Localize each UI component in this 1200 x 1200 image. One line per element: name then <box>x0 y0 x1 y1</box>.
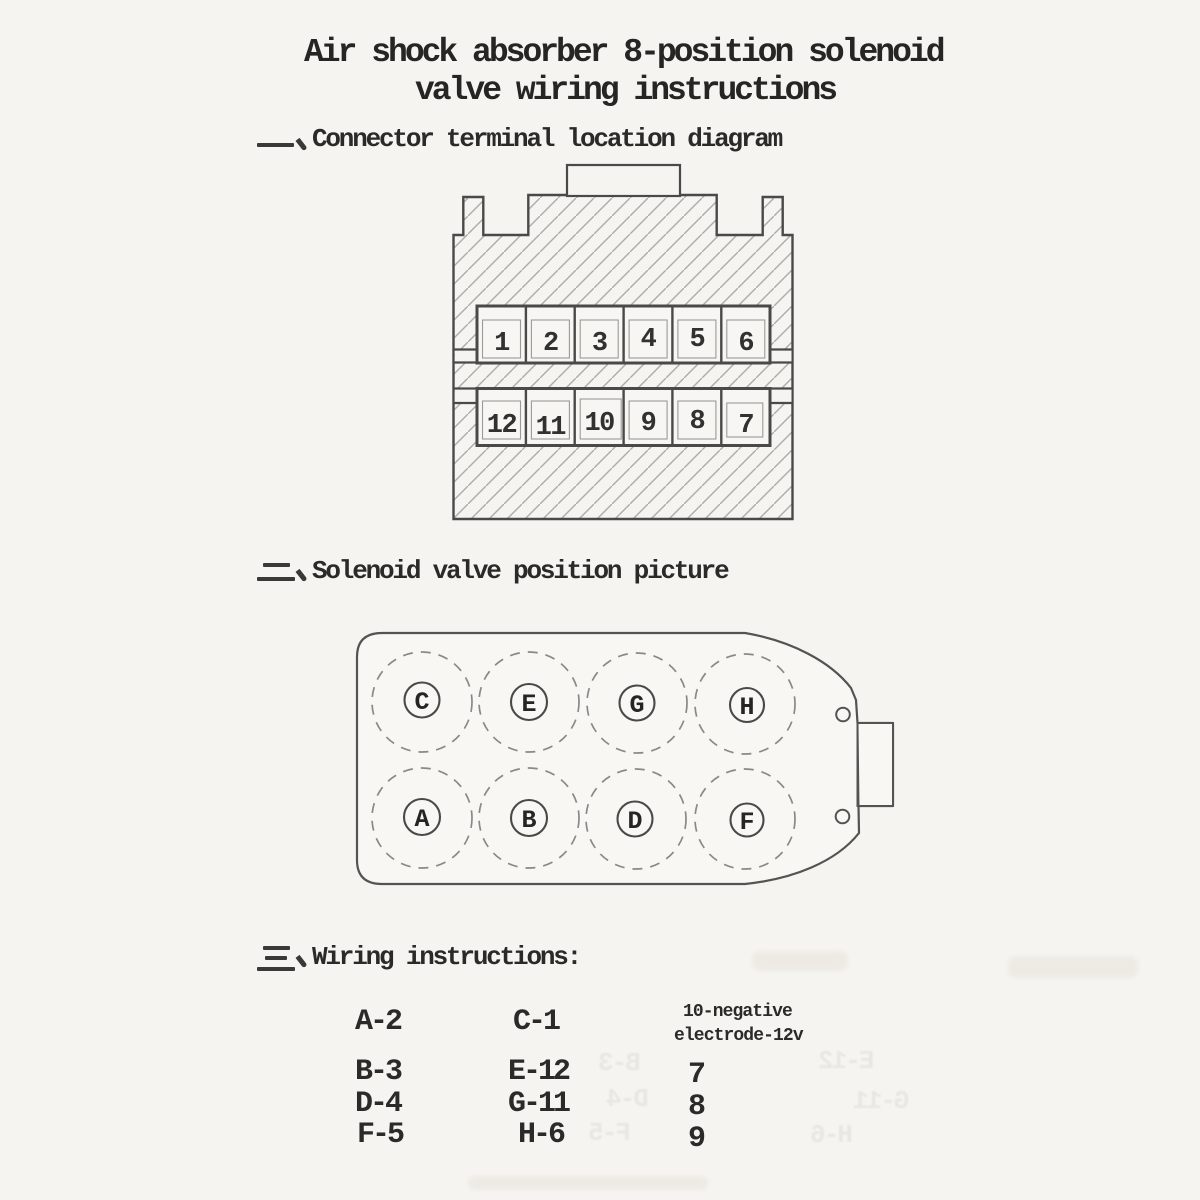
bleedthrough-text: G-11 <box>855 1086 910 1116</box>
wiring-pair-B3: B-3 <box>355 1055 401 1089</box>
wiring-negative-electrode-line2: electrode-12v <box>674 1026 803 1046</box>
page-title-line2: valve wiring instructions <box>415 72 836 109</box>
wiring-pair-E12: E-12 <box>508 1055 569 1089</box>
terminal-2: 2 <box>542 329 558 359</box>
bleedthrough-smudge <box>468 1176 708 1190</box>
bleedthrough-text: D-4 <box>608 1084 649 1114</box>
wiring-pair-A2: A-2 <box>355 1005 401 1039</box>
section-three-marker-icon <box>255 942 311 972</box>
terminal-11: 11 <box>535 413 566 443</box>
section-two-title: Solenoid valve position picture <box>312 556 728 586</box>
terminal-strip-top <box>477 306 770 363</box>
page-title-line1: Air shock absorber 8-position solenoid <box>304 34 943 71</box>
wiring-pair-G11: G-11 <box>508 1087 569 1121</box>
terminal-1: 1 <box>494 329 509 359</box>
terminal-strip-bottom <box>477 389 770 446</box>
terminal-3: 3 <box>591 329 607 359</box>
section-one-title: Connector terminal location diagram <box>312 124 782 154</box>
section-one-marker-icon <box>255 125 311 155</box>
wiring-pair-F5: F-5 <box>357 1118 403 1152</box>
section-three-title: Wiring instructions: <box>312 942 581 972</box>
bleedthrough-smudge <box>1008 956 1138 978</box>
valve-position-C: C <box>414 688 430 717</box>
valve-position-E: E <box>521 690 537 719</box>
terminal-12: 12 <box>486 411 517 441</box>
wiring-pair-C1: C-1 <box>513 1005 559 1039</box>
valve-position-B: B <box>521 806 537 835</box>
wiring-pair-H6: H-6 <box>518 1118 564 1152</box>
stub-left-edge <box>858 723 859 806</box>
bleedthrough-text: E-12 <box>820 1046 875 1076</box>
terminal-6: 6 <box>738 329 754 359</box>
bleedthrough-smudge <box>752 951 848 971</box>
wiring-negative-electrode-line1: 10-negative <box>683 1002 792 1022</box>
valve-position-H: H <box>739 693 755 722</box>
wiring-terminal-9: 9 <box>688 1122 704 1156</box>
valve-position-A: A <box>414 805 430 834</box>
connector-terminal-diagram <box>440 155 808 529</box>
terminal-10: 10 <box>584 409 614 439</box>
valve-connector-stub <box>858 723 894 806</box>
terminal-7: 7 <box>738 411 754 441</box>
connector-top-tab <box>567 165 680 196</box>
terminal-8: 8 <box>689 407 705 437</box>
bleedthrough-text: F-5 <box>590 1118 631 1148</box>
terminal-9: 9 <box>640 409 656 439</box>
wiring-pair-D4: D-4 <box>355 1087 401 1121</box>
solenoid-valve-diagram <box>340 612 915 904</box>
valve-position-D: D <box>627 807 643 836</box>
valve-position-F: F <box>739 808 755 837</box>
valve-body-outline <box>357 633 893 884</box>
wiring-terminal-8: 8 <box>688 1090 704 1124</box>
bleedthrough-text: B-3 <box>600 1048 641 1078</box>
valve-position-G: G <box>629 691 645 720</box>
terminal-5: 5 <box>689 325 705 355</box>
section-two-marker-icon <box>255 556 311 586</box>
terminal-4: 4 <box>640 325 656 355</box>
bleedthrough-text: H-6 <box>812 1120 853 1150</box>
wiring-terminal-7: 7 <box>688 1058 704 1092</box>
